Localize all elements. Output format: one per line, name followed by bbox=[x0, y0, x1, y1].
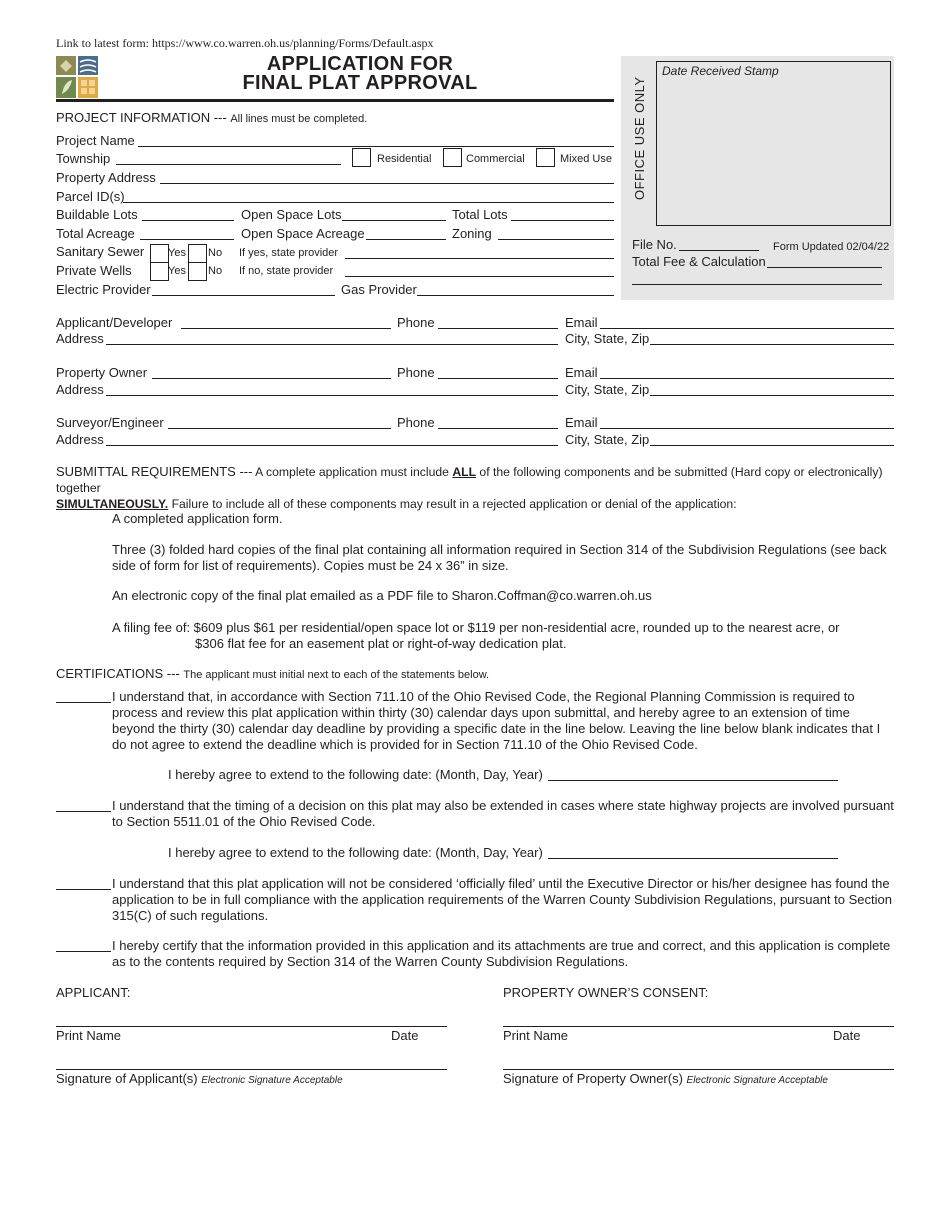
applicant-print-name-field[interactable] bbox=[56, 1026, 447, 1027]
applicant-address-field[interactable] bbox=[106, 344, 558, 345]
title-line-1: APPLICATION FOR bbox=[266, 53, 454, 75]
applicant-signature-field[interactable] bbox=[56, 1069, 447, 1070]
surveyor-phone-label: Phone bbox=[397, 415, 435, 430]
township-field[interactable] bbox=[116, 164, 341, 165]
sewer-no-label: No bbox=[208, 247, 223, 259]
submittal-item-3: An electronic copy of the final plat emailed as a PDF file to Sharon.Coffman@co.warren.oh.us bbox=[112, 588, 652, 603]
property-address-label: Property Address bbox=[56, 170, 156, 185]
residential-label: Residential bbox=[377, 153, 432, 165]
extend-date-1-field[interactable] bbox=[548, 780, 838, 781]
date-received-stamp-box bbox=[656, 61, 891, 226]
parcel-ids-label: Parcel ID(s) bbox=[56, 189, 125, 204]
applicant-field[interactable] bbox=[181, 328, 391, 329]
wells-provider-label: If no, state provider bbox=[239, 265, 334, 277]
open-space-lots-label: Open Space Lots bbox=[241, 207, 342, 222]
cert-3-initials-field[interactable] bbox=[56, 889, 111, 890]
wells-no-checkbox[interactable] bbox=[188, 262, 207, 281]
project-info-heading: PROJECT INFORMATION --- All lines must be completed. bbox=[56, 110, 368, 125]
submittal-item-4-line-2: $306 flat fee for an easement plat or right-of-way dedication plat. bbox=[195, 636, 567, 651]
latest-form-link[interactable]: Link to latest form: https://www.co.warren.oh.us/planning/Forms/Default.aspx bbox=[56, 36, 434, 50]
total-lots-label: Total Lots bbox=[452, 207, 508, 222]
owner-city-field[interactable] bbox=[650, 395, 894, 396]
extend-date-2-label: I hereby agree to extend to the following date: (Month, Day, Year) bbox=[168, 845, 543, 860]
owner-label: Property Owner bbox=[56, 365, 148, 380]
applicant-city-label: City, State, Zip bbox=[565, 331, 650, 346]
applicant-label: Applicant/Developer bbox=[56, 315, 173, 330]
applicant-address-label: Address bbox=[56, 331, 104, 346]
owner-address-field[interactable] bbox=[106, 395, 558, 396]
applicant-email-field[interactable] bbox=[600, 328, 894, 329]
office-use-label: OFFICE USE ONLY bbox=[632, 76, 647, 200]
surveyor-email-label: Email bbox=[565, 415, 598, 430]
certifications-heading: CERTIFICATIONS --- The applicant must initial next to each of the statements below. bbox=[56, 666, 490, 681]
cert-3-text: I understand that this plat application will not be considered ‘officially filed’ until the Executive Director or his/her designee has found the application to be in full compliance with the application requirements of the Warren County Subdivision Regulations, pursuant to Section 315(C) of such regulations. bbox=[112, 876, 892, 923]
owner-print-name-field[interactable] bbox=[503, 1026, 894, 1027]
total-fee-field[interactable] bbox=[767, 267, 882, 268]
surveyor-email-field[interactable] bbox=[600, 428, 894, 429]
commercial-checkbox[interactable] bbox=[443, 148, 462, 167]
applicant-email-label: Email bbox=[565, 315, 598, 330]
open-space-acreage-label: Open Space Acreage bbox=[241, 226, 365, 241]
cert-4-initials-field[interactable] bbox=[56, 951, 111, 952]
applicant-print-name-label: Print Name bbox=[56, 1028, 122, 1043]
submittal-item-1: A completed application form. bbox=[112, 511, 283, 526]
warren-county-logo-icon bbox=[56, 56, 100, 98]
mixed-use-checkbox[interactable] bbox=[536, 148, 555, 167]
cert-2-initials-field[interactable] bbox=[56, 811, 111, 812]
zoning-field[interactable] bbox=[498, 239, 614, 240]
electric-provider-label: Electric Provider bbox=[56, 282, 151, 297]
owner-consent-heading: PROPERTY OWNER’S CONSENT: bbox=[503, 985, 709, 1000]
sewer-yes-label: Yes bbox=[168, 247, 186, 259]
sewer-provider-label: If yes, state provider bbox=[239, 247, 339, 259]
buildable-lots-field[interactable] bbox=[142, 220, 234, 221]
submittal-item-4-line-1: A filing fee of: $609 plus $61 per residential/open space lot or $119 per non-residential acre, rounded up to the nearest acre, or bbox=[112, 620, 840, 635]
project-name-field[interactable] bbox=[138, 146, 614, 147]
cert-4-text: I hereby certify that the information provided in this application and its attachments are true and correct, and this application is complete as to the contents required by Section 314 of the Warren County Subdivision Regulations. bbox=[112, 938, 891, 969]
sewer-yes-checkbox[interactable] bbox=[150, 244, 169, 263]
submittal-intro: SUBMITTAL REQUIREMENTS --- A complete application must include ALL of the following components and be submitted (Hard copy or electronically) together SIMULTANEOUSLY. Failure to include all of these components may result in a rejected application or denial of the application: bbox=[56, 464, 883, 511]
gas-provider-field[interactable] bbox=[417, 295, 614, 296]
extend-date-2-field[interactable] bbox=[548, 858, 838, 859]
total-fee-field-2[interactable] bbox=[632, 284, 882, 285]
owner-address-label: Address bbox=[56, 382, 104, 397]
form-updated: Form Updated 02/04/22 bbox=[773, 241, 890, 253]
cert-2-text: I understand that the timing of a decision on this plat may also be extended in cases where state highway projects are involved pursuant to Section 5511.01 of the Ohio Revised Code. bbox=[112, 798, 894, 829]
owner-phone-field[interactable] bbox=[438, 378, 558, 379]
surveyor-city-label: City, State, Zip bbox=[565, 432, 650, 447]
owner-email-field[interactable] bbox=[600, 378, 894, 379]
cert-1-text: I understand that, in accordance with Section 711.10 of the Ohio Revised Code, the Regional Planning Commission is required to process and review this plat application within thirty (30) calendar days upon submittal, and hereby agree to an extension of time beyond the thirty (30) calendar day deadline by providing a specific date in the line below. Leaving the line below blank indicates that I do not agree to extend the deadline which is provided for in Section 711.10 of the Ohio Revised Code. bbox=[112, 689, 881, 752]
residential-checkbox[interactable] bbox=[352, 148, 371, 167]
surveyor-address-field[interactable] bbox=[106, 445, 558, 446]
open-space-lots-field[interactable] bbox=[342, 220, 446, 221]
sanitary-sewer-label: Sanitary Sewer bbox=[56, 244, 145, 259]
header-rule bbox=[56, 99, 614, 102]
township-label: Township bbox=[56, 151, 111, 166]
wells-yes-checkbox[interactable] bbox=[150, 262, 169, 281]
wells-no-label: No bbox=[208, 265, 223, 277]
owner-phone-label: Phone bbox=[397, 365, 435, 380]
sewer-provider-field[interactable] bbox=[345, 258, 614, 259]
private-wells-label: Private Wells bbox=[56, 263, 132, 278]
surveyor-city-field[interactable] bbox=[650, 445, 894, 446]
mixed-use-label: Mixed Use bbox=[560, 153, 612, 165]
surveyor-address-label: Address bbox=[56, 432, 104, 447]
commercial-label: Commercial bbox=[466, 153, 525, 165]
total-acreage-field[interactable] bbox=[140, 239, 234, 240]
property-address-field[interactable] bbox=[160, 183, 614, 184]
gas-provider-label: Gas Provider bbox=[341, 282, 417, 297]
file-no-label: File No. bbox=[632, 237, 677, 252]
cert-1-initials-field[interactable] bbox=[56, 702, 111, 703]
submittal-item-2: Three (3) folded hard copies of the final plat containing all information required in Section 314 of the Subdivision Regulations (see back side of form for list of requirements). Copies must be 24 x 36” in size. bbox=[112, 542, 887, 573]
applicant-heading: APPLICANT: bbox=[56, 985, 131, 1000]
surveyor-phone-field[interactable] bbox=[438, 428, 558, 429]
total-fee-label: Total Fee & Calculation bbox=[632, 254, 766, 269]
applicant-date-label: Date bbox=[391, 1028, 419, 1043]
total-acreage-label: Total Acreage bbox=[56, 226, 135, 241]
title-line-2: FINAL PLAT APPROVAL bbox=[242, 72, 478, 94]
owner-signature-label: Signature of Property Owner(s) Electronic Signature Acceptable bbox=[503, 1071, 828, 1086]
sewer-no-checkbox[interactable] bbox=[188, 244, 207, 263]
electric-provider-field[interactable] bbox=[152, 295, 335, 296]
wells-provider-field[interactable] bbox=[345, 276, 614, 277]
file-no-field[interactable] bbox=[679, 250, 759, 251]
owner-email-label: Email bbox=[565, 365, 598, 380]
applicant-signature-label: Signature of Applicant(s) Electronic Signature Acceptable bbox=[56, 1071, 343, 1086]
applicant-phone-label: Phone bbox=[397, 315, 435, 330]
applicant-city-field[interactable] bbox=[650, 344, 894, 345]
surveyor-field[interactable] bbox=[168, 428, 391, 429]
owner-signature-field[interactable] bbox=[503, 1069, 894, 1070]
applicant-phone-field[interactable] bbox=[438, 328, 558, 329]
project-name-label: Project Name bbox=[56, 133, 135, 148]
stamp-label: Date Received Stamp bbox=[662, 64, 779, 78]
surveyor-label: Surveyor/Engineer bbox=[56, 415, 164, 430]
owner-city-label: City, State, Zip bbox=[565, 382, 650, 397]
extend-date-1-label: I hereby agree to extend to the following date: (Month, Day, Year) bbox=[168, 767, 543, 782]
wells-yes-label: Yes bbox=[168, 265, 186, 277]
open-space-acreage-field[interactable] bbox=[366, 239, 446, 240]
buildable-lots-label: Buildable Lots bbox=[56, 207, 138, 222]
parcel-ids-field[interactable] bbox=[123, 202, 614, 203]
owner-field[interactable] bbox=[152, 378, 391, 379]
total-lots-field[interactable] bbox=[511, 220, 614, 221]
owner-print-name-label: Print Name bbox=[503, 1028, 569, 1043]
zoning-label: Zoning bbox=[452, 226, 492, 241]
owner-date-label: Date bbox=[833, 1028, 861, 1043]
